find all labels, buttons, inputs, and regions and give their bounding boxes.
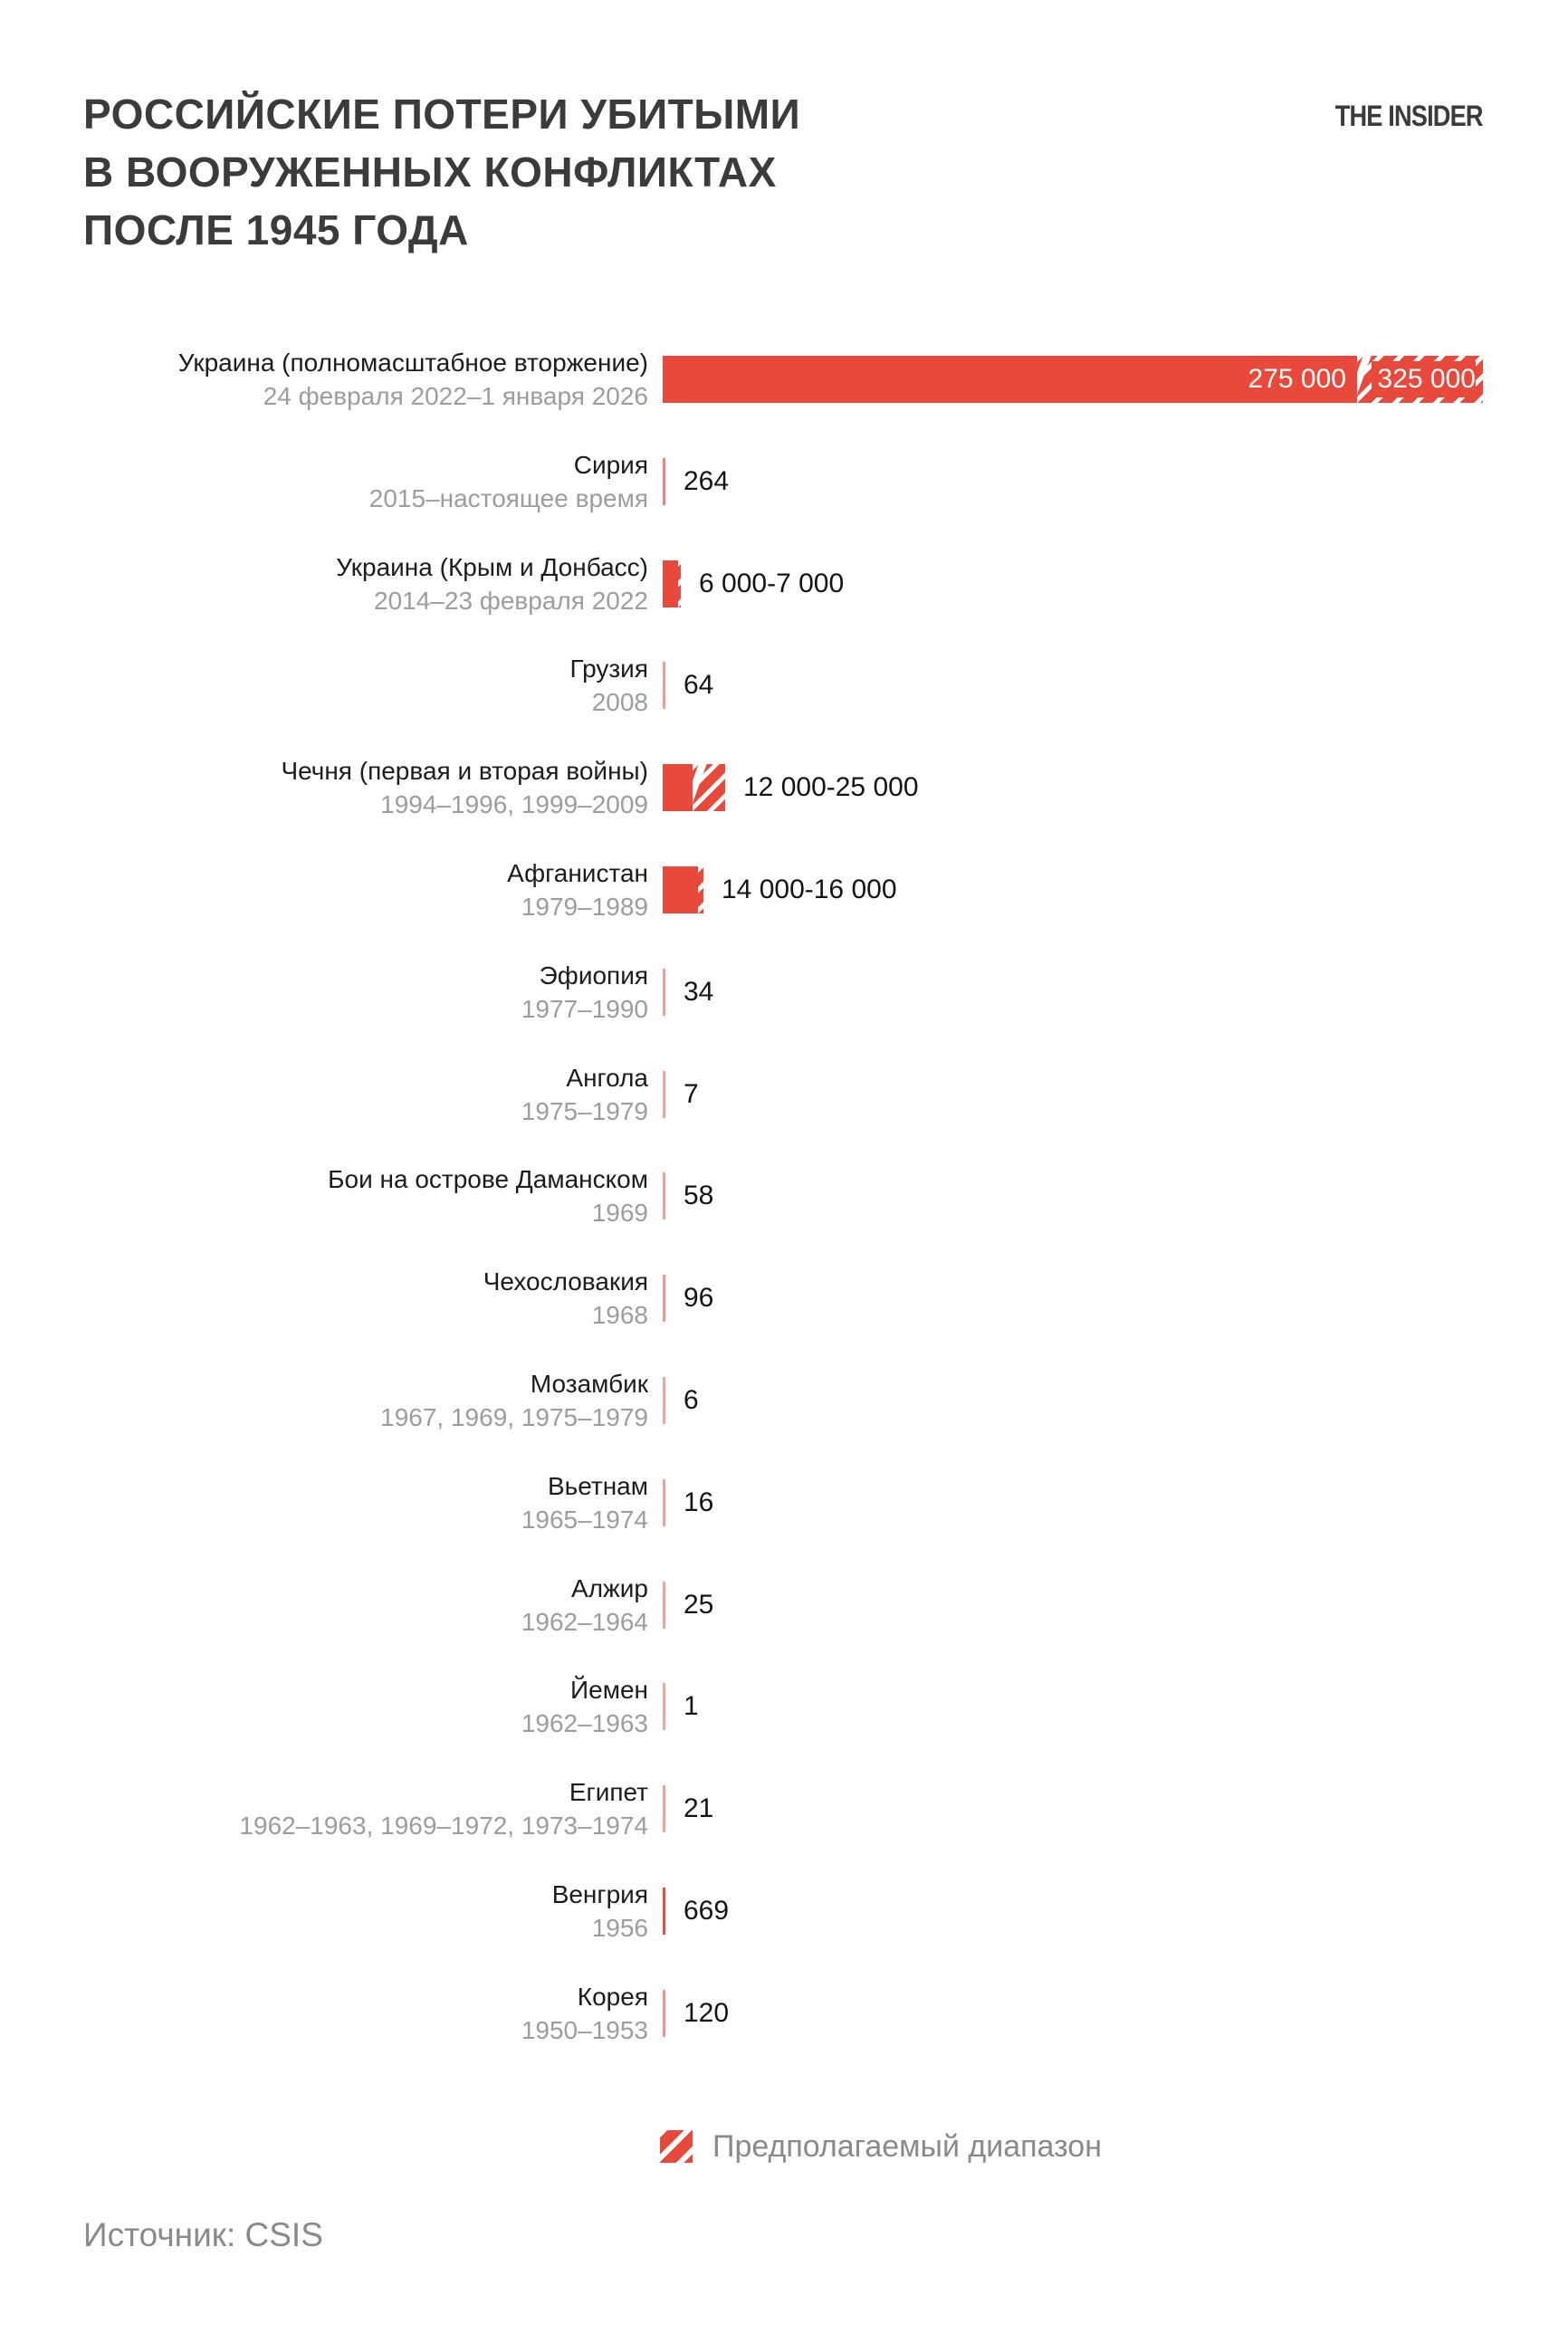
conflict-name: Мозамбик bbox=[530, 1370, 648, 1398]
conflict-dates: 1962–1963 bbox=[521, 1709, 648, 1737]
conflict-dates: 1965–1974 bbox=[521, 1506, 648, 1534]
value-label: 120 bbox=[684, 1998, 730, 2028]
row-label bbox=[60, 754, 648, 821]
conflict-dates: 1962–1964 bbox=[521, 1608, 648, 1636]
row-label bbox=[60, 856, 648, 923]
conflict-dates: 1979–1989 bbox=[521, 893, 648, 921]
bar-range-hatch bbox=[678, 560, 681, 607]
conflict-name: Украина (полномасштабное вторжение) bbox=[177, 349, 648, 377]
value-label: 264 bbox=[684, 466, 730, 496]
row-label bbox=[60, 1367, 648, 1434]
value-label: 14 000-16 000 bbox=[722, 875, 897, 904]
row-label bbox=[60, 1265, 648, 1332]
bar bbox=[663, 1683, 665, 1730]
page-title-line: ПОСЛЕ 1945 ГОДА bbox=[83, 206, 469, 253]
value-label: 669 bbox=[684, 1896, 730, 1926]
row-label bbox=[60, 346, 648, 413]
conflict-dates: 1969 bbox=[591, 1199, 648, 1227]
estimated-range-swatch-icon bbox=[660, 2130, 693, 2163]
value-label: 1 bbox=[684, 1691, 699, 1721]
page-title-line: РОССИЙСКИЕ ПОТЕРИ УБИТЫМИ bbox=[83, 91, 801, 138]
conflict-dates: 1950–1953 bbox=[521, 2016, 648, 2044]
conflict-name: Венгрия bbox=[551, 1880, 648, 1908]
conflict-name: Египет bbox=[569, 1778, 648, 1806]
conflict-dates: 24 февраля 2022–1 января 2026 bbox=[263, 382, 648, 410]
conflict-name: Грузия bbox=[569, 655, 648, 683]
value-label: 21 bbox=[684, 1793, 714, 1823]
conflict-dates: 1956 bbox=[591, 1914, 648, 1942]
bar-min-label: 275 000 bbox=[1248, 364, 1346, 394]
value-label: 12 000-25 000 bbox=[743, 772, 919, 802]
conflict-name: Корея bbox=[577, 1983, 648, 2011]
bar bbox=[663, 1582, 665, 1629]
conflict-dates: 1975–1979 bbox=[521, 1097, 648, 1125]
row-label bbox=[60, 1673, 648, 1740]
row-label bbox=[60, 652, 648, 719]
the-insider-logo: THE INSIDER bbox=[1335, 100, 1483, 132]
conflict-dates: 1977–1990 bbox=[521, 995, 648, 1023]
value-label: 6 000-7 000 bbox=[699, 569, 845, 598]
row-label bbox=[60, 1980, 648, 2047]
conflict-name: Чехословакия bbox=[483, 1267, 648, 1296]
conflict-name: Украина (Крым и Донбасс) bbox=[336, 553, 648, 581]
bar bbox=[663, 1479, 665, 1526]
bar bbox=[663, 1785, 665, 1832]
range-divider-icon bbox=[1357, 356, 1372, 403]
conflict-name: Сирия bbox=[573, 451, 648, 479]
conflict-dates: 1967, 1969, 1975–1979 bbox=[380, 1403, 648, 1431]
bar bbox=[663, 1275, 665, 1322]
conflict-dates: 1962–1963, 1969–1972, 1973–1974 bbox=[239, 1812, 648, 1840]
row-label bbox=[60, 1878, 648, 1945]
bar-range-hatch bbox=[1357, 356, 1483, 403]
conflict-name: Вьетнам bbox=[547, 1472, 648, 1500]
conflict-name: Йемен bbox=[570, 1676, 648, 1704]
bar-range-hatch bbox=[698, 866, 703, 913]
bar bbox=[663, 1377, 665, 1424]
legend-label: Предполагаемый диапазон bbox=[712, 2129, 1102, 2164]
row-label bbox=[60, 550, 648, 617]
value-label: 25 bbox=[684, 1590, 714, 1620]
page-title-line: В ВООРУЖЕННЫХ КОНФЛИКТАХ bbox=[83, 148, 777, 196]
conflict-dates: 2008 bbox=[591, 688, 648, 716]
conflict-dates: 2015–настоящее время bbox=[368, 484, 648, 512]
value-label: 34 bbox=[684, 977, 714, 1007]
page-title bbox=[83, 85, 800, 259]
row-label bbox=[60, 1469, 648, 1536]
bar bbox=[663, 969, 665, 1016]
value-label: 58 bbox=[684, 1181, 714, 1210]
conflict-dates: 1968 bbox=[591, 1301, 648, 1329]
conflict-name: Афганистан bbox=[507, 859, 648, 887]
bar-solid bbox=[663, 560, 678, 607]
value-label: 64 bbox=[684, 670, 714, 700]
bar bbox=[663, 1172, 665, 1219]
row-label bbox=[60, 448, 648, 515]
value-label: 96 bbox=[684, 1283, 714, 1313]
row-label bbox=[60, 1061, 648, 1128]
bar bbox=[663, 1071, 665, 1118]
bar-solid bbox=[663, 764, 693, 811]
conflict-name: Чечня (первая и вторая войны) bbox=[281, 757, 648, 785]
bar-solid bbox=[663, 866, 698, 913]
bar bbox=[663, 1888, 665, 1935]
bar bbox=[663, 1990, 665, 2037]
source-note: Источник: CSIS bbox=[83, 2216, 323, 2253]
row-label bbox=[60, 1572, 648, 1639]
row-label bbox=[60, 959, 648, 1026]
conflict-name: Бои на острове Даманском bbox=[328, 1165, 648, 1193]
bar-solid bbox=[663, 356, 1357, 403]
value-label: 7 bbox=[684, 1079, 699, 1109]
conflict-name: Алжир bbox=[571, 1574, 648, 1602]
conflict-name: Эфиопия bbox=[539, 961, 648, 990]
bar-max-label: 325 000 bbox=[1372, 361, 1476, 397]
conflict-name: Ангола bbox=[566, 1064, 648, 1092]
row-label bbox=[60, 1162, 648, 1229]
value-label: 16 bbox=[684, 1487, 714, 1517]
bar bbox=[663, 662, 665, 709]
bar bbox=[663, 458, 665, 505]
bar-range-hatch bbox=[693, 764, 725, 811]
range-divider-icon bbox=[693, 764, 707, 811]
conflict-dates: 2014–23 февраля 2022 bbox=[374, 587, 648, 615]
row-label bbox=[60, 1775, 648, 1842]
conflict-dates: 1994–1996, 1999–2009 bbox=[380, 790, 648, 818]
value-label: 6 bbox=[684, 1385, 699, 1415]
